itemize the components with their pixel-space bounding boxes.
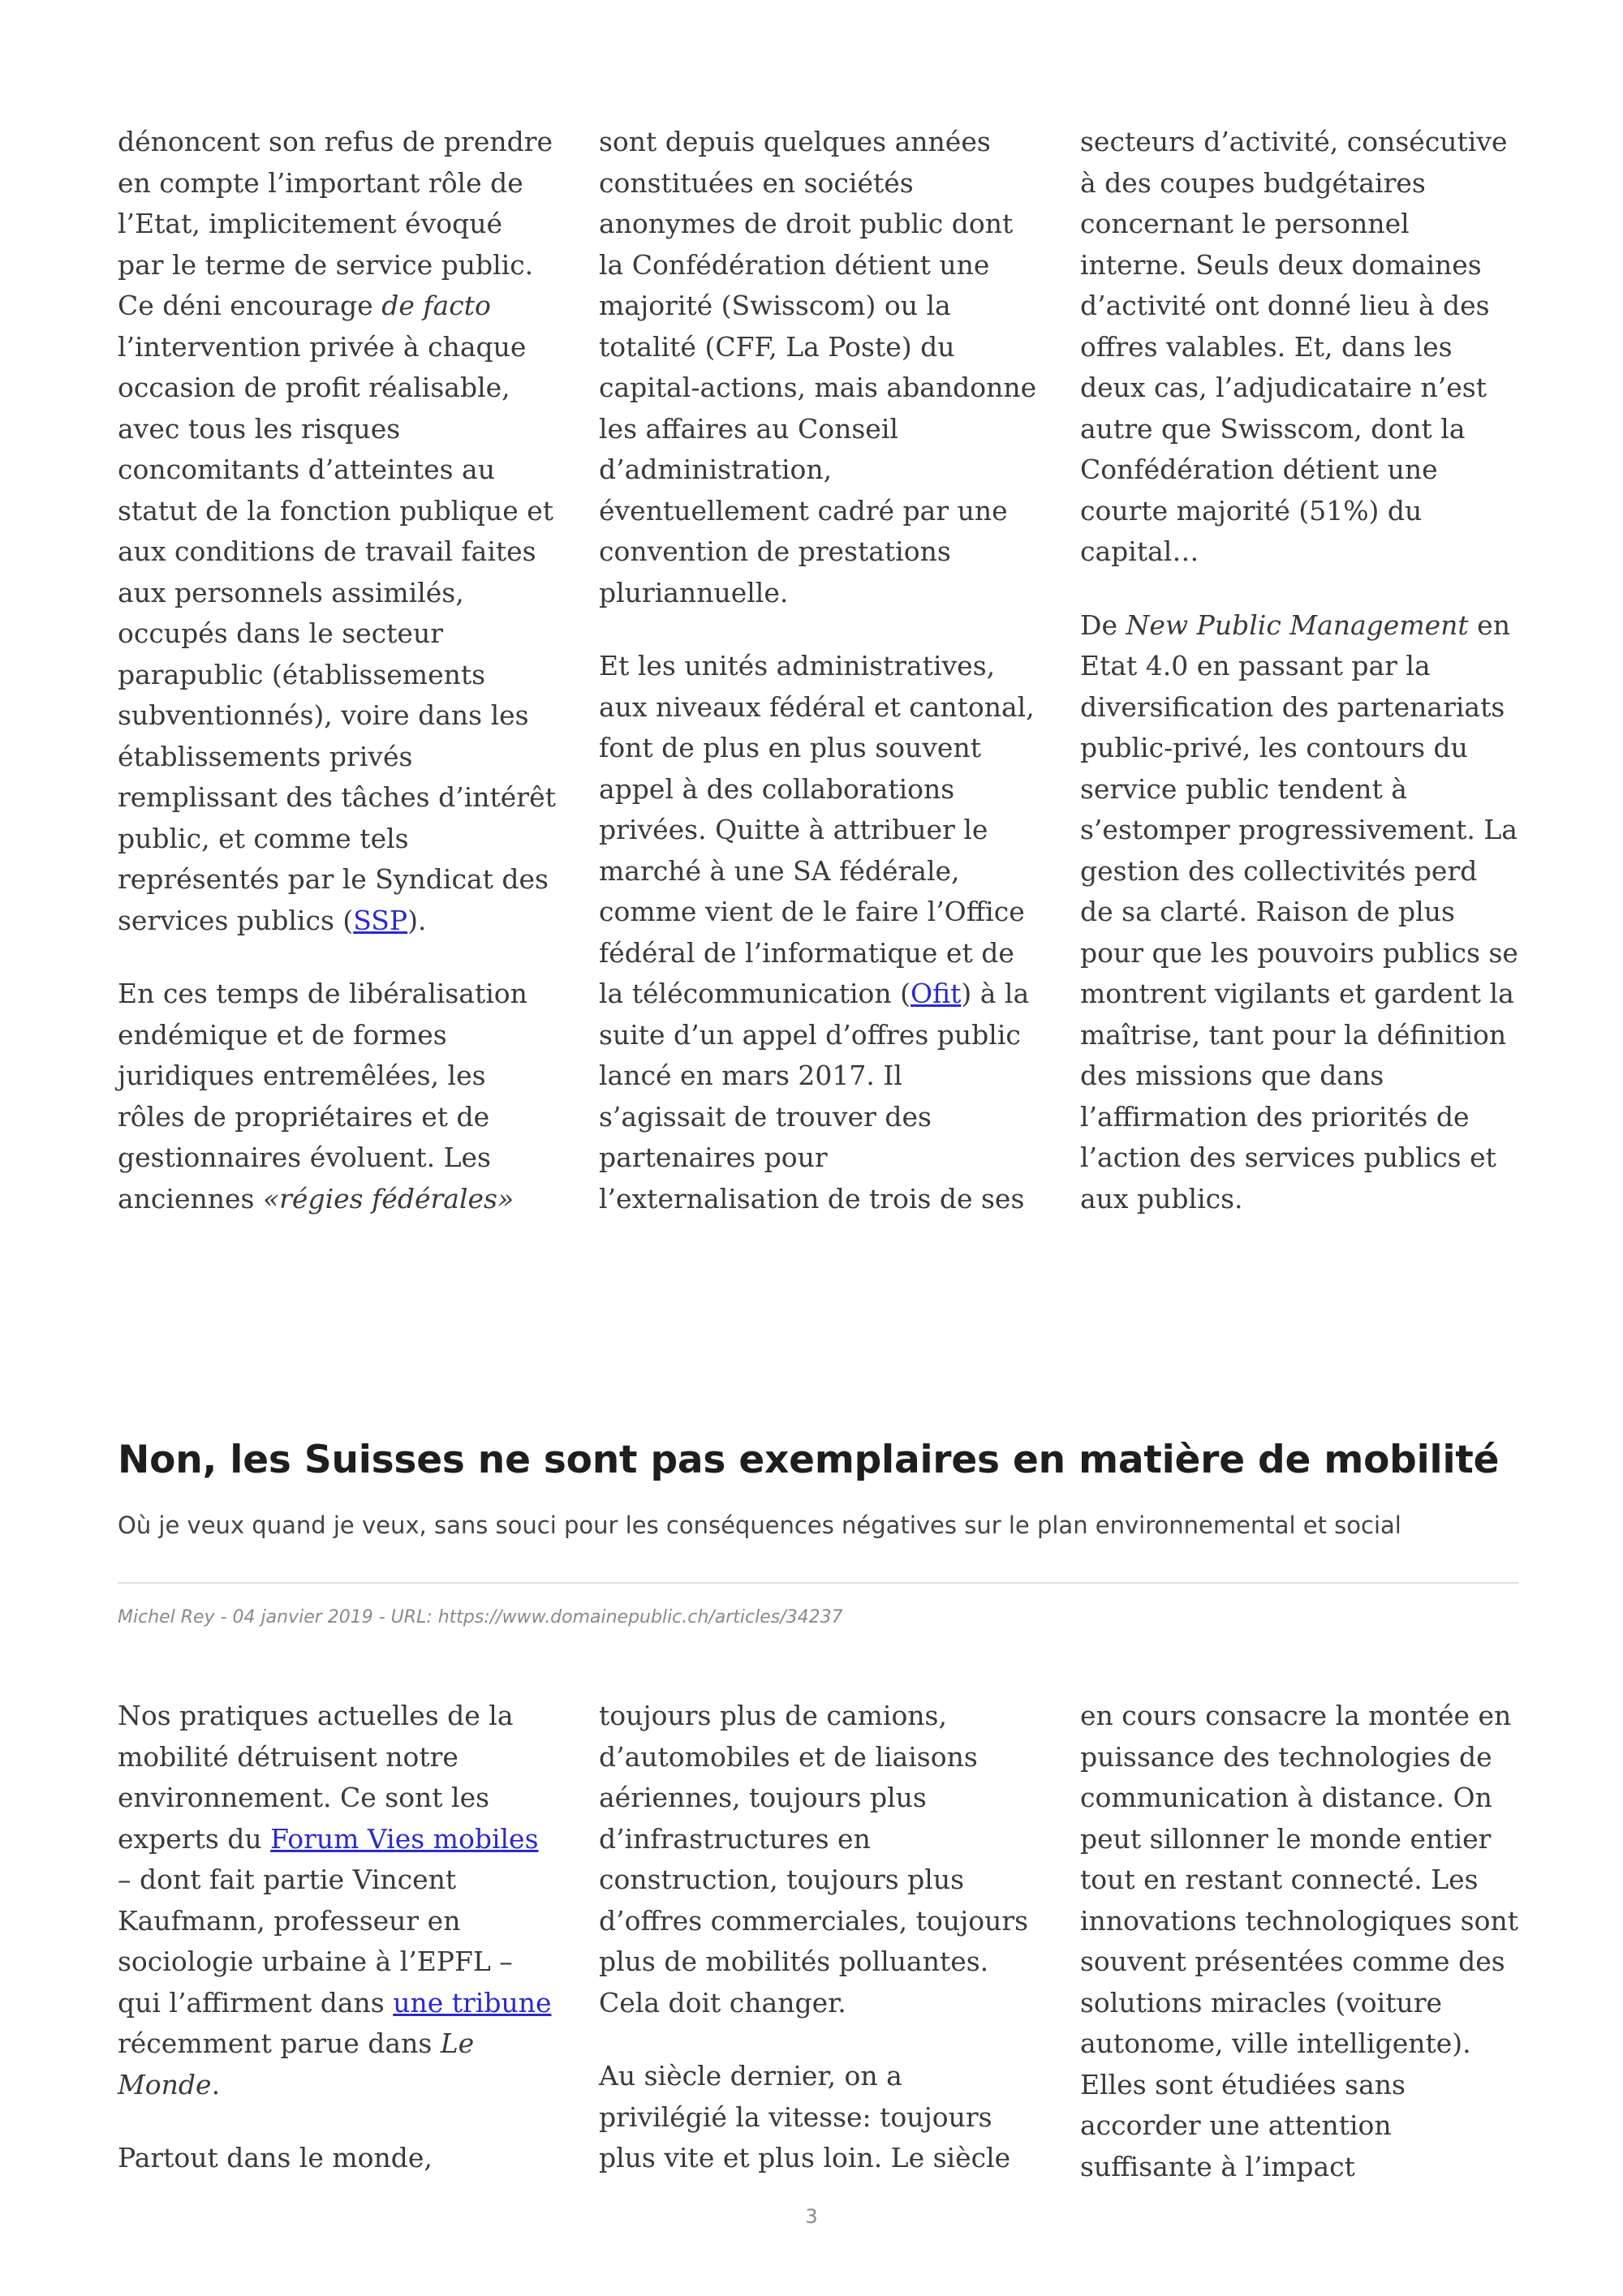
emphasis: Le Monde <box>118 2027 475 2100</box>
article-subtitle: Où je veux quand je veux, sans souci pour les conséquences négatives sur le plan environnemental et social <box>118 1511 1401 1539</box>
article-meta: Michel Rey - 04 janvier 2019 - URL: https://www.domainepublic.ch/articles/34237 <box>118 1607 843 1627</box>
paragraph <box>599 646 1037 1219</box>
article-1-column-1 <box>118 122 556 1219</box>
article-2-column-1 <box>118 1696 556 2187</box>
emphasis: de facto <box>381 290 491 321</box>
paragraph <box>118 974 556 1219</box>
link-ssp[interactable]: SSP <box>353 904 408 936</box>
paragraph <box>118 1696 556 2105</box>
paragraph <box>1080 605 1518 1220</box>
paragraph: toujours plus de camions, d’automobiles et de liaisons aériennes, toujours plus d’infrastructures en construction, toujours plus d’offres commerciales, toujours plus de mobilités polluantes. Cela doit changer. <box>599 1700 1029 2019</box>
article-title: Non, les Suisses ne sont pas exemplaires en matière de mobilité <box>118 1438 1500 1482</box>
article-1-column-2 <box>599 122 1037 1219</box>
text: En ces temps de libéralisation endémique et de formes juridiques entremêlées, les rôles de propriétaires et de gestionnaires évoluent. Les anciennes <box>118 978 527 1215</box>
paragraph: Partout dans le monde, <box>118 2142 433 2173</box>
divider <box>118 1582 1518 1584</box>
page-number: 3 <box>805 2205 818 2228</box>
text: dénoncent son refus de prendre en compte l’important rôle de l’Etat, implicitement évoqué par le terme de service public. Ce déni encourage <box>118 126 553 321</box>
link-ofit[interactable]: Ofit <box>911 978 962 1009</box>
text: l’intervention privée à chaque occasion de profit réalisable, avec tous les risques concomitants d’atteintes au statut de la fonction publique et aux conditions de travail faites aux personnels assimilés, occupés dans le secteur parapublic (établissements subventionnés), voire dans les établissements privés remplissant des tâches d’intérêt public, et comme tels représentés par le Syndicat des services publics ( <box>118 330 556 936</box>
article-2-columns <box>118 1696 1518 2187</box>
article-2-column-2 <box>599 1696 1037 2187</box>
paragraph: sont depuis quelques années constituées en sociétés anonymes de droit public dont la Confédération détient une majorité (Swisscom) ou la totalité (CFF, La Poste) du capital-actions, mais abandonne les affaires au Conseil d’administration, éventuellement cadré par une convention de prestations pluriannuelle. <box>599 126 1037 608</box>
article-2-column-3 <box>1080 1696 1518 2187</box>
paragraph: en cours consacre la montée en puissance des technologies de communication à distance. On peut sillonner le monde entier tout en restant connecté. Les innovations technologiques sont souvent présentées comme des solutions miracles (voiture autonome, ville intelligente). Elles sont étudiées sans accorder une attention suffisante à l’impact <box>1080 1700 1519 2182</box>
paragraph: secteurs d’activité, consécutive à des coupes budgétaires concernant le personnel interne. Seuls deux domaines d’activité ont donné lieu à des offres valables. Et, dans les deux cas, l’adjudicataire n’est autre que Swisscom, dont la Confédération détient une courte majorité (51%) du capital… <box>1080 126 1508 567</box>
text: De <box>1080 608 1126 641</box>
text: – dont fait partie Vincent Kaufmann, professeur en sociologie urbaine à l’EPFL – qui l’affirment dans <box>118 1864 513 2019</box>
link-une-tribune[interactable]: une tribune <box>393 1986 552 2019</box>
article-1-column-3 <box>1080 122 1518 1219</box>
paragraph <box>118 122 556 941</box>
text: en Etat 4.0 en passant par la diversification des partenariats public-privé, les contours du service public tendent à s’estomper progressivement. La gestion des collectivités perd de sa clarté. Raison de plus pour que les pouvoirs publics se montrent vigilants et gardent la maîtrise, tant pour la définition des missions que dans l’affirmation des priorités de l’action des services publics et aux publics. <box>1080 608 1518 1215</box>
text: ) à la suite d’un appel d’offres public lancé en mars 2017. Il s’agissait de trouver des partenaires pour l’externalisation de trois de ses <box>599 978 1030 1215</box>
emphasis: «régies fédérales» <box>262 1182 514 1215</box>
text: récemment parue dans <box>118 2027 441 2059</box>
article-1-columns <box>118 122 1518 1219</box>
emphasis: New Public Management <box>1126 608 1469 641</box>
text: ). <box>407 904 427 936</box>
link-forum-vies-mobiles[interactable]: Forum Vies mobiles <box>270 1822 539 1855</box>
paragraph: Au siècle dernier, on a privilégié la vitesse: toujours plus vite et plus loin. Le siècle <box>599 2060 1011 2173</box>
text: Nos pratiques actuelles de la mobilité détruisent notre environnement. Ce sont les experts du <box>118 1700 514 1855</box>
text: Et les unités administratives, aux niveaux fédéral et cantonal, font de plus en plus souvent appel à des collaborations privées. Quitte à attribuer le marché à une SA fédérale, comme vient de le faire l’Office fédéral de l’informatique et de la télécommunication ( <box>599 650 1035 1009</box>
text: . <box>211 2068 221 2100</box>
